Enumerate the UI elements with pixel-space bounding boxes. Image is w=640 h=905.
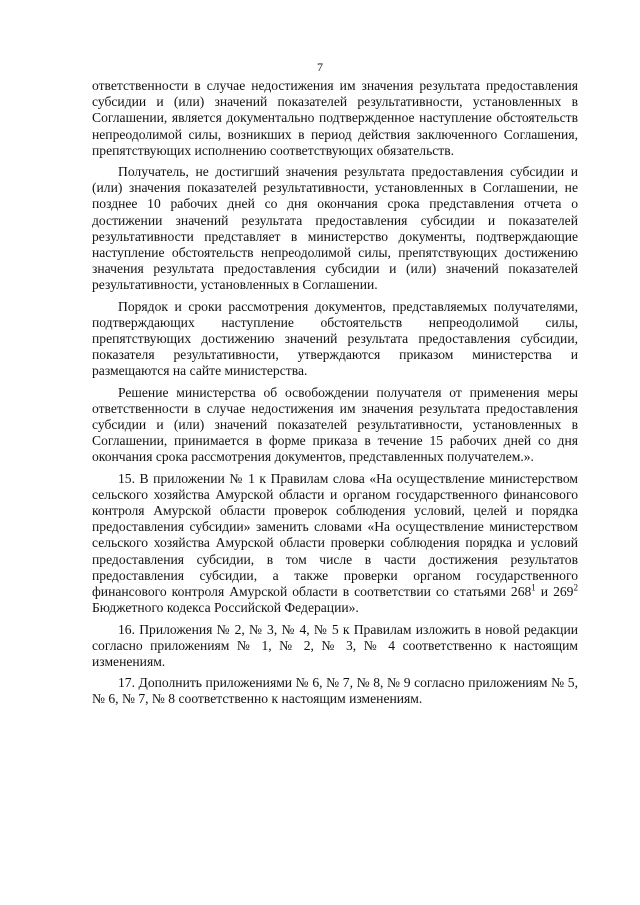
paragraph-review-procedure: Порядок и сроки рассмотрения документов, представляемых получателями, подтверждающих наступление обстоятельств непреодолимой силы, препятствующих достижению значений результата предоставления субсидии, показателя результативности, утверждаются приказом министерства и размещаются на сайте министерства. <box>92 298 578 379</box>
superscript-2: 2 <box>573 582 578 593</box>
item-15-text-middle: и 269 <box>535 584 574 600</box>
page-number: 7 <box>317 60 323 74</box>
paragraph-recipient-obligations: Получатель, не достигший значения результата предоставления субсидии и (или) значения показателей результативности, установленных в Соглашении, не позднее 10 рабочих дней со дня окончания срока представления отчета о достижении значений результата предоставления субсидии и показателей результативности представляет в министерство документы, подтверждающие наступление обстоятельств непреодолимой силы, препятствующих достижению значения результата предоставления субсидии и (или) значений показателей результативности, установленных в Соглашении. <box>92 164 578 293</box>
paragraph-item-17: 17. Дополнить приложениями № 6, № 7, № 8, № 9 согласно приложениям № 5, № 6, № 7, № 8 соответственно к настоящим изменениям. <box>92 675 578 707</box>
item-15-text-end: Бюджетного кодекса Российской Федерации». <box>92 600 359 616</box>
paragraph-item-16: 16. Приложения № 2, № 3, № 4, № 5 к Правилам изложить в новой редакции согласно приложениям № 1, № 2, № 3, № 4 соответственно к настоящим изменениям. <box>92 621 578 669</box>
paragraph-ministry-decision: Решение министерства об освобождении получателя от применения меры ответственности в случае недостижения им значения результата предоставления субсидии и (или) значений показателей результативности, установленных в Соглашении, принимается в форме приказа в течение 15 рабочих дней со дня окончания срока рассмотрения документов, представленных получателем.». <box>92 384 578 465</box>
superscript-1: 1 <box>531 582 536 593</box>
document-body <box>92 78 578 713</box>
paragraph-item-15 <box>92 471 578 617</box>
item-15-text: 15. В приложении № 1 к Правилам слова «На осуществление министерством сельского хозяйства Амурской области и органом государственного финансового контроля Амурской области проверок соблюдения условий, целей и порядка предоставления субсидии» заменить словами «На осуществление министерством сельского хозяйства Амурской области проверки соблюдения порядка и условий предоставления субсидии, в том числе в части достижения результатов предоставления субсидии, а также проверки органом государственного финансового контроля Амурской области в соответствии со статьями 268 <box>92 470 578 600</box>
paragraph-continuation: ответственности в случае недостижения им значения результата предоставления субсидии и (или) значений показателей результативности, установленных в Соглашении, является документально подтвержденное наступление обстоятельств непреодолимой силы, возникших в период действия заключенного Соглашения, препятствующих исполнению соответствующих обязательств. <box>92 78 578 158</box>
